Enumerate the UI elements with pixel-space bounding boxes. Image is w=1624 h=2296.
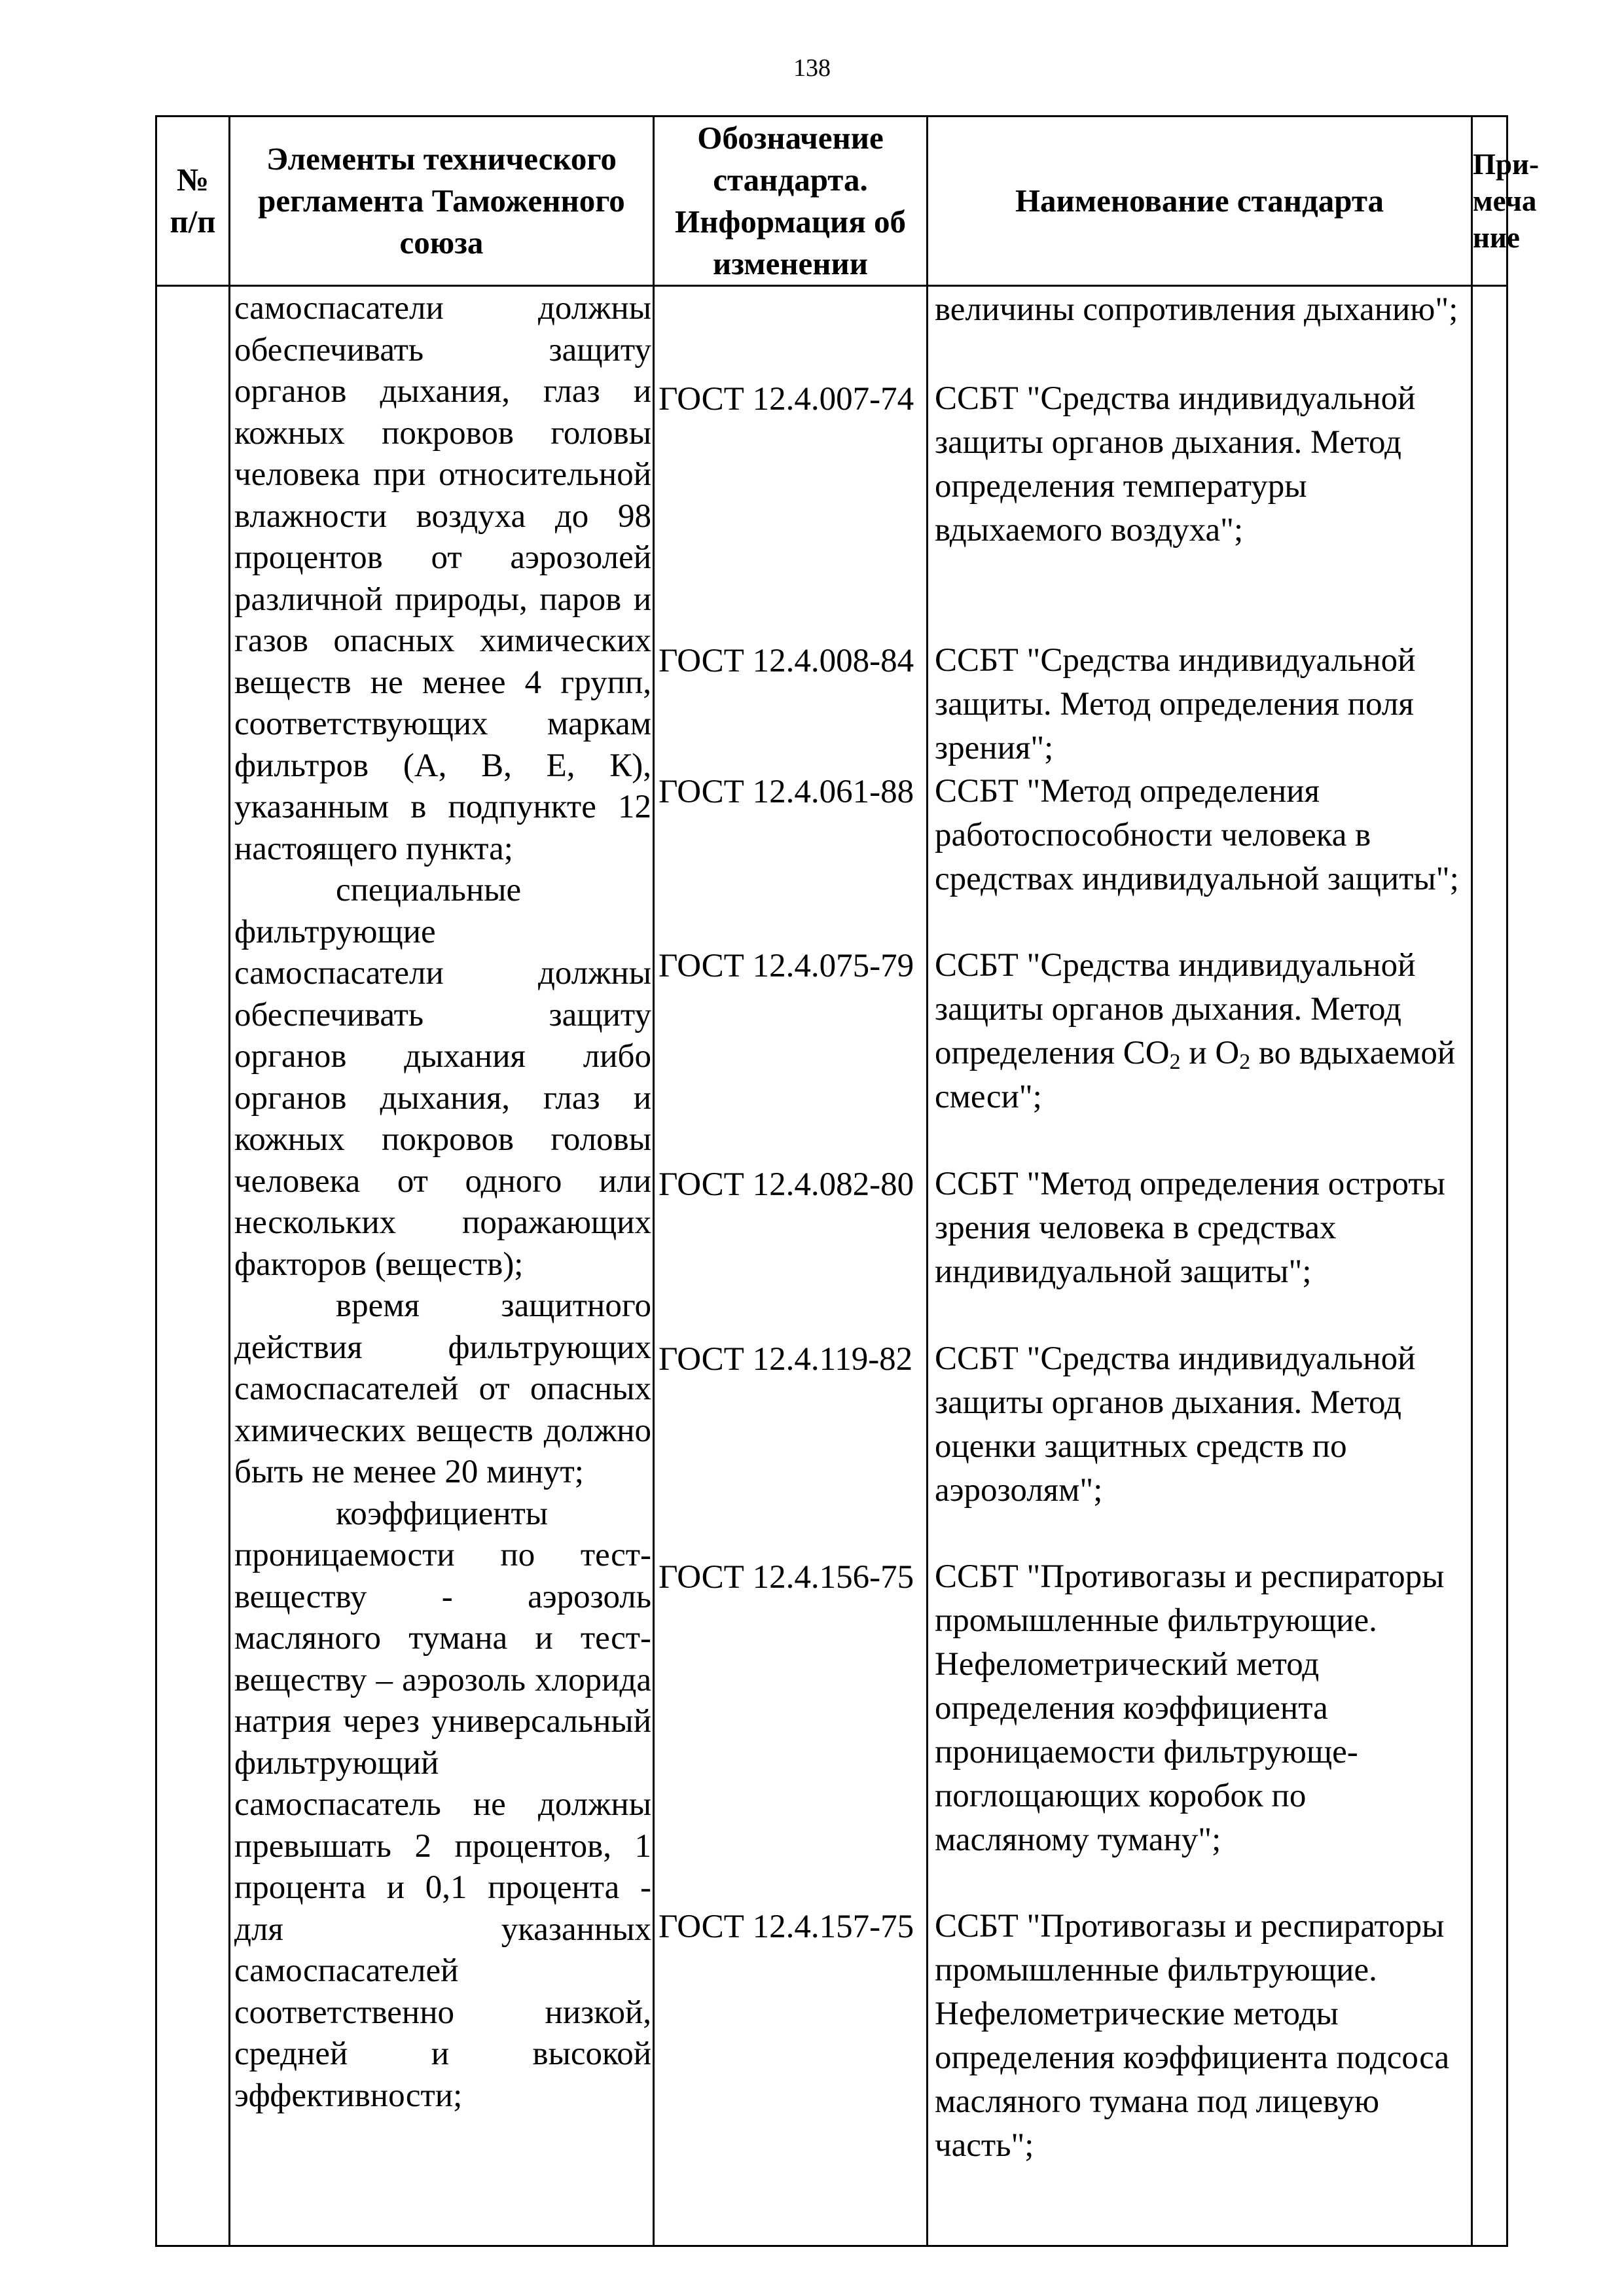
header-elements: Элементы технического регламента Таможенного союза <box>230 117 654 286</box>
standard-name: ССБТ "Средства индивидуальной защиты органов дыхания. Метод оценки защитных средств по аэрозолям"; <box>935 1340 1416 1509</box>
cell-standard-codes <box>654 286 928 2246</box>
standard-name: ССБТ "Противогазы и респираторы промышленные фильтрующие. Нефелометрические методы определения коэффициента подсоса масляного тумана под лицевую часть"; <box>935 1908 1450 2164</box>
element-paragraph: самоспасатели должны обеспечивать защиту органов дыхания, глаз и кожных покровов головы человека при относительной влажности воздуха до 98 процентов от аэрозолей различной природы, паров и газов опасных химических веществ не менее 4 групп, соответствующих маркам фильтров (А, В, Е, К), указанным в подпункте 12 настоящего пункта; <box>234 290 651 867</box>
table-header-row <box>156 117 1507 286</box>
standards-table <box>155 115 1539 2247</box>
table-row <box>156 286 1507 2246</box>
standard-name: ССБТ "Средства индивидуальной защиты органов дыхания. Метод определения $CO_2$ и $O_2$ во вдыхаемой смеси"; <box>935 947 1456 1115</box>
standard-code: ГОСТ 12.4.008-84 <box>659 643 914 679</box>
standard-code: ГОСТ 12.4.061-88 <box>659 774 914 810</box>
standard-code: ГОСТ 12.4.075-79 <box>659 948 914 984</box>
element-paragraph: время защитного действия фильтрующих самоспасателей от опасных химических веществ должно быть не менее 20 минут; <box>234 1287 651 1490</box>
header-name: Наименование стандарта <box>928 117 1472 286</box>
standard-code: ГОСТ 12.4.082-80 <box>659 1166 914 1203</box>
standard-name: ССБТ "Противогазы и респираторы промышленные фильтрующие. Нефелометрический метод определения коэффициента проницаемости фильтрующе-поглощающих коробок по масляному туману"; <box>935 1558 1445 1858</box>
element-paragraph: коэффициенты проницаемости по тест-веществу - аэрозоль масляного тумана и тест-веществу – аэрозоль хлорида натрия через универсальный фильтрующий самоспасатель не должны превышать 2 процентов, 1 процента и 0,1 процента - для указанных самоспасателей соответственно низкой, средней и высокой эффективности; <box>234 1495 651 2114</box>
standard-code: ГОСТ 12.4.119-82 <box>659 1341 913 1378</box>
standard-name: ССБТ "Метод определения работоспособности человека в средствах индивидуальной защиты"; <box>935 773 1459 897</box>
standard-code: ГОСТ 12.4.156-75 <box>659 1559 914 1596</box>
standard-name: ССБТ "Средства индивидуальной защиты. Метод определения поля зрения"; <box>935 642 1416 766</box>
header-code: Обозначение стандарта. Информация об изменении <box>654 117 928 286</box>
standard-code: ГОСТ 12.4.157-75 <box>659 1909 914 1945</box>
standard-name: ССБТ "Средства индивидуальной защиты органов дыхания. Метод определения температуры вдыхаемого воздуха"; <box>935 380 1416 548</box>
header-note: При- меча ние <box>1472 117 1507 286</box>
standard-name-continuation: величины сопротивления дыханию"; <box>935 291 1458 328</box>
cell-num <box>156 286 230 2246</box>
cell-elements <box>230 286 654 2246</box>
standard-name: ССБТ "Метод определения остроты зрения человека в средствах индивидуальной защиты"; <box>935 1166 1445 1290</box>
standard-code: ГОСТ 12.4.007-74 <box>659 381 914 418</box>
page-number: 138 <box>793 54 831 82</box>
cell-note <box>1472 286 1507 2246</box>
element-paragraph: специальные фильтрующие самоспасатели должны обеспечивать защиту органов дыхания либо органов дыхания, глаз и кожных покровов головы человека от одного или нескольких поражающих факторов (веществ); <box>234 872 651 1283</box>
header-num: № п/п <box>156 117 230 286</box>
cell-standard-names <box>928 286 1472 2246</box>
